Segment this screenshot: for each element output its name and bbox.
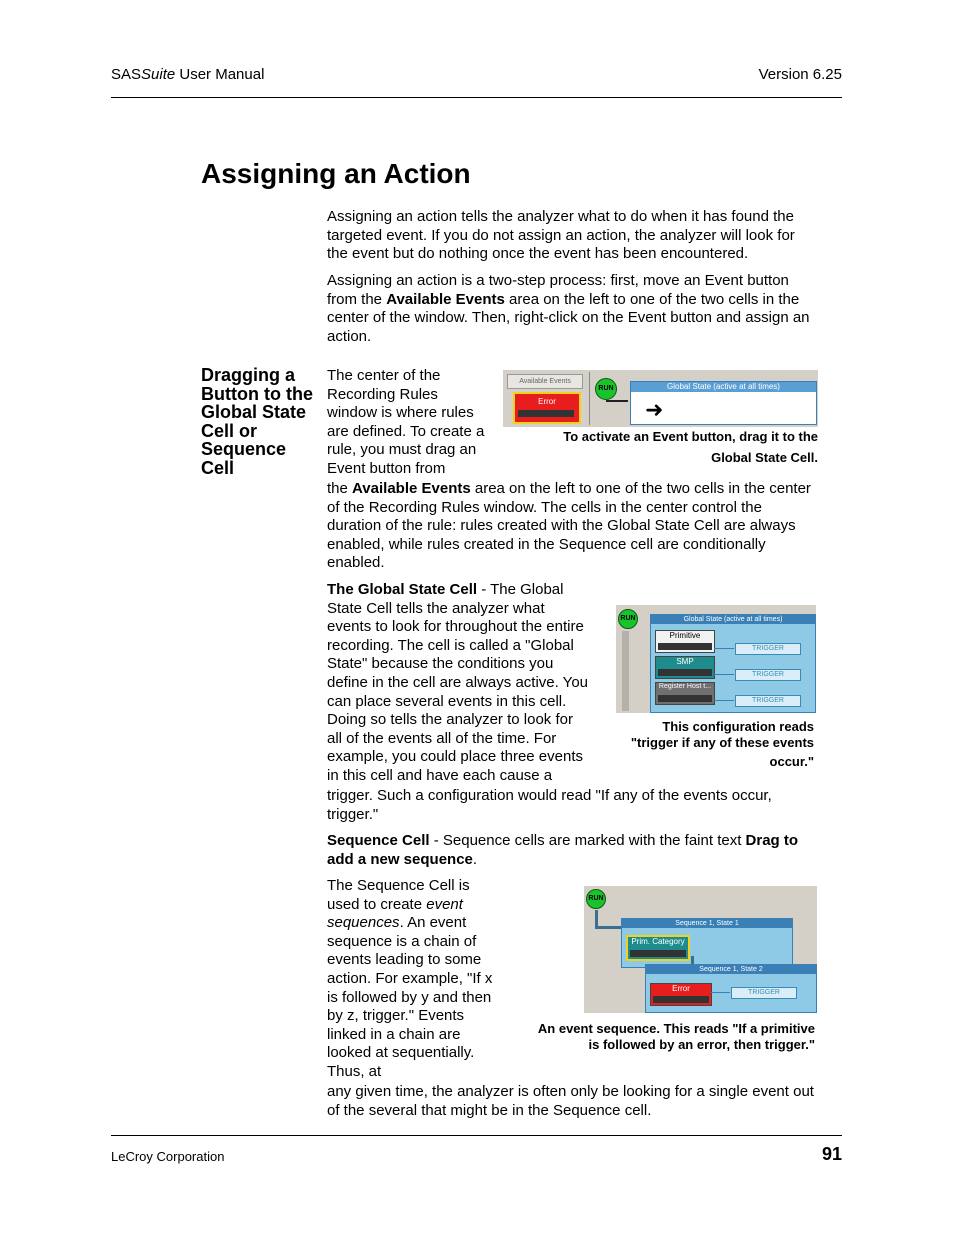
sequence-paragraph-1: Sequence Cell - Sequence cells are marked with the faint text Drag to add a new sequence. bbox=[327, 832, 799, 868]
running-header-title: SASSuite User Manual bbox=[111, 66, 265, 83]
sequence-paragraph-2a: The Sequence Cell is used to create event sequences. An event sequence is a chain of events leading to some action. For example, "If x is followed by y and then by z, trigger." Events linked in a chain are looked at sequentially. Thus, at bbox=[327, 877, 493, 1080]
sequence-state-1-title: Sequence 1, State 1 bbox=[622, 919, 792, 928]
smp-event-label: SMP bbox=[676, 657, 694, 666]
page-title: Assigning an Action bbox=[201, 158, 471, 189]
error-event-label: Error bbox=[672, 984, 690, 993]
intro-paragraph-2: Assigning an action is a two-step process: first, move an Event button from the Available Events area on the left to one of the two cells in the center of the window. Then, right-click on the Event button and assign an action. bbox=[327, 272, 810, 345]
primitive-event-button[interactable] bbox=[655, 630, 715, 653]
trigger-action-1[interactable]: TRIGGER bbox=[735, 643, 801, 655]
section-paragraph-1a: The center of the Recording Rules window is where rules are defined. To create a rule, you must drag an Event button from bbox=[327, 367, 485, 477]
run-icon[interactable]: RUN bbox=[618, 609, 638, 629]
sequence-state-1-cell[interactable] bbox=[621, 918, 793, 968]
figure-drag-to-global-state bbox=[503, 370, 818, 427]
event-counter-digits bbox=[658, 695, 712, 702]
available-events-label: Available Events bbox=[507, 374, 583, 389]
connector-line bbox=[606, 400, 628, 402]
intro-paragraph-1: Assigning an action tells the analyzer what to do when it has found the targeted event. If you do not assign an action, the analyzer will look for the event but do nothing once the event has been encountered. bbox=[327, 208, 795, 263]
prim-category-event-button[interactable] bbox=[626, 935, 690, 961]
footer-rule bbox=[111, 1135, 842, 1136]
figure-global-state-config bbox=[616, 605, 816, 713]
global-state-paragraph-a: The Global State Cell - The Global State Cell tells the analyzer what events to look for throughout the entire recording. The cell is called a "Global State" because the conditions you define in the cell are always active. You can place several events in this cell. Doing so tells the analyzer to look for all of the events all of the time. For example, you could place three events in this cell and have each cause a bbox=[327, 581, 588, 784]
run-icon[interactable]: RUN bbox=[586, 889, 606, 909]
global-state-title: Global State (active at all times) bbox=[651, 615, 815, 624]
error-event-label: Error bbox=[538, 397, 556, 406]
global-state-title: Global State (active at all times) bbox=[631, 382, 816, 392]
sequence-link bbox=[595, 926, 621, 929]
trigger-action-3[interactable]: TRIGGER bbox=[735, 695, 801, 707]
header-rule bbox=[111, 97, 842, 98]
primitive-event-label: Primitive bbox=[669, 631, 701, 640]
error-event-button[interactable] bbox=[513, 392, 581, 424]
connector-bar bbox=[622, 631, 629, 711]
run-icon[interactable]: RUN bbox=[595, 378, 617, 400]
trigger-action-2[interactable]: TRIGGER bbox=[735, 669, 801, 681]
page-number: 91 bbox=[821, 1144, 842, 1164]
smp-event-button[interactable] bbox=[655, 656, 715, 679]
register-host-event-label: Register Host t... bbox=[658, 683, 712, 690]
event-counter-digits bbox=[658, 643, 712, 650]
section-heading: Dragging a Button to the Global State Cell or Sequence Cell bbox=[201, 365, 313, 478]
running-header-version: Version 6.25 bbox=[758, 66, 842, 83]
global-state-paragraph-b: trigger. Such a configuration would read "If any of the events occur, trigger." bbox=[327, 787, 772, 823]
action-link bbox=[714, 648, 734, 649]
action-link bbox=[711, 992, 730, 993]
action-link bbox=[714, 674, 734, 675]
divider bbox=[589, 372, 590, 425]
event-counter-digits bbox=[518, 410, 574, 417]
figure-event-sequence bbox=[584, 886, 817, 1013]
global-state-cell[interactable] bbox=[650, 614, 816, 713]
drop-arrow-icon: ➜ bbox=[645, 397, 664, 422]
event-counter-digits bbox=[653, 996, 709, 1003]
figure-2-caption: This configuration reads "trigger if any of these events occur." bbox=[630, 719, 814, 769]
section-paragraph-1b: the Available Events area on the left to one of the two cells in the center of the Recording Rules window. The cells in the center control the duration of the rule: rules created with the Global State Cell are always enabled, while rules created in the Sequence cell are conditionally enabled. bbox=[327, 480, 811, 572]
event-counter-digits bbox=[630, 950, 686, 957]
global-state-cell[interactable] bbox=[630, 381, 817, 425]
trigger-action[interactable]: TRIGGER bbox=[731, 987, 797, 999]
event-counter-digits bbox=[658, 669, 712, 676]
action-link bbox=[714, 700, 734, 701]
footer-company: LeCroy Corporation bbox=[111, 1149, 225, 1164]
sequence-paragraph-2b: any given time, the analyzer is often only be looking for a single event out of the several that might be in the Sequence cell. bbox=[327, 1083, 814, 1119]
register-host-event-button[interactable] bbox=[655, 682, 715, 705]
error-event-button[interactable] bbox=[650, 983, 712, 1006]
sequence-state-2-title: Sequence 1, State 2 bbox=[646, 965, 816, 974]
figure-3-caption: An event sequence. This reads "If a primitive is followed by an error, then trigger." bbox=[537, 1021, 815, 1052]
prim-category-label: Prim. Category bbox=[631, 937, 685, 946]
sequence-state-2-cell[interactable] bbox=[645, 964, 817, 1013]
figure-1-caption: To activate an Event button, drag it to the Global State Cell. bbox=[563, 429, 818, 465]
